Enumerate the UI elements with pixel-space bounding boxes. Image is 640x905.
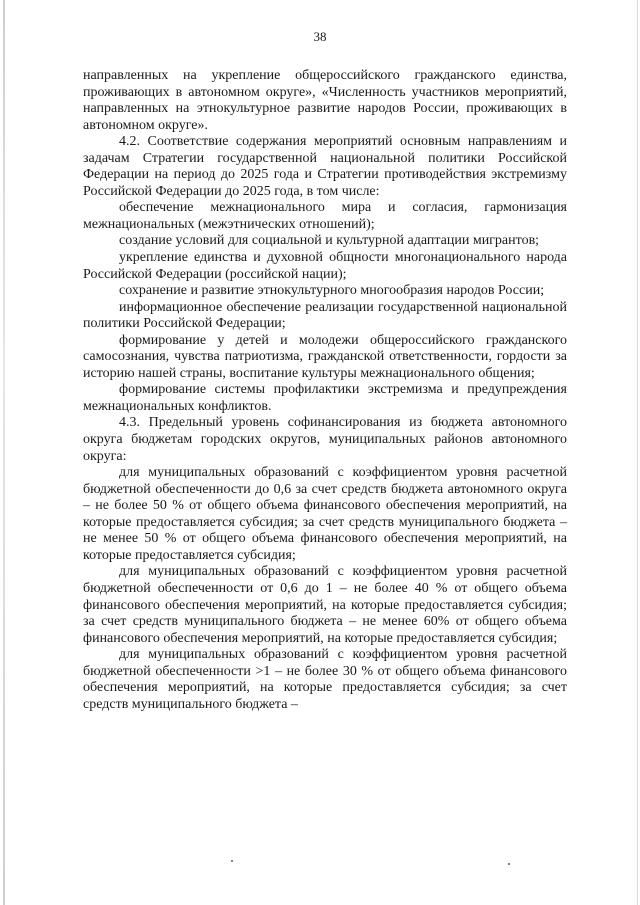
list-item: сохранение и развитие этнокультурного многообразия народов России;: [119, 283, 545, 299]
list-item: для муниципальных образований с коэффициентом уровня расчетной бюджетной обеспеченности от 0,6 до 1 – не более 40 % от общего объема финансового обеспечения мероприятий, на которые предоставляется субсидия; за счет средств муниципального бюджета – не менее 60% от общего объема финансового обеспечения мероприятий, на которые предоставляется субсидия;: [83, 564, 567, 646]
paragraph-section-4-3: 4.3. Предельный уровень софинансирования из бюджета автономного округа бюджетам городских округов, муниципальных районов автономного округа:: [83, 415, 567, 464]
list-item: обеспечение межнационального мира и согласия, гармонизация межнациональных (межэтнических отношений);: [83, 200, 567, 232]
list-item: создание условий для социальной и культурной адаптации мигрантов;: [119, 233, 540, 249]
scan-edge-right: [637, 0, 638, 905]
list-item: информационное обеспечение реализации государственной национальной политики Российской Федерации;: [83, 299, 567, 332]
scan-speck: [231, 860, 233, 862]
scan-speck: [508, 863, 510, 865]
list-item: для муниципальных образований с коэффициентом уровня расчетной бюджетной обеспеченности до 0,6 за счет средств бюджета автономного округа – не более 50 % от общего объема финансового обеспечения мероприятий, на которые предоставляется субсидия; за счет средств муниципального бюджета – не менее 50 % от общего объема финансового обеспечения мероприятий, на которые предоставляется субсидия;: [83, 465, 567, 563]
paragraph-continuation: направленных на укрепление общероссийского гражданского единства, проживающих в автономном округе», «Численность участников мероприятий, направленных на этнокультурное развитие народов России, проживающих в автономном округе».: [83, 68, 567, 133]
list-item: для муниципальных образований с коэффициентом уровня расчетной бюджетной обеспеченности >1 – не более 30 % от общего объема финансового обеспечения мероприятий, на которые предоставляется субсидия; за счет средств муниципального бюджета –: [83, 647, 567, 712]
list-item: формирование системы профилактики экстремизма и предупреждения межнациональных конфликтов.: [83, 382, 567, 414]
list-item: укрепление единства и духовной общности многонационального народа Российской Федерации (российской нации);: [83, 250, 567, 282]
scan-edge-left: [3, 0, 5, 905]
document-body: [83, 68, 567, 713]
paragraph-section-4-2: 4.2. Соответствие содержания мероприятий основным направлениям и задачам Стратегии государственной национальной политики Российской Федерации на период до 2025 года и Стратегии противодействия экстремизму Российской Федерации до 2025 года, в том числе:: [83, 134, 567, 199]
list-item: формирование у детей и молодежи общероссийского гражданского самосознания, чувства патриотизма, гражданской ответственности, гордости за историю нашей страны, воспитание культуры межнационального общения;: [83, 332, 567, 381]
page-number: 38: [313, 29, 327, 44]
